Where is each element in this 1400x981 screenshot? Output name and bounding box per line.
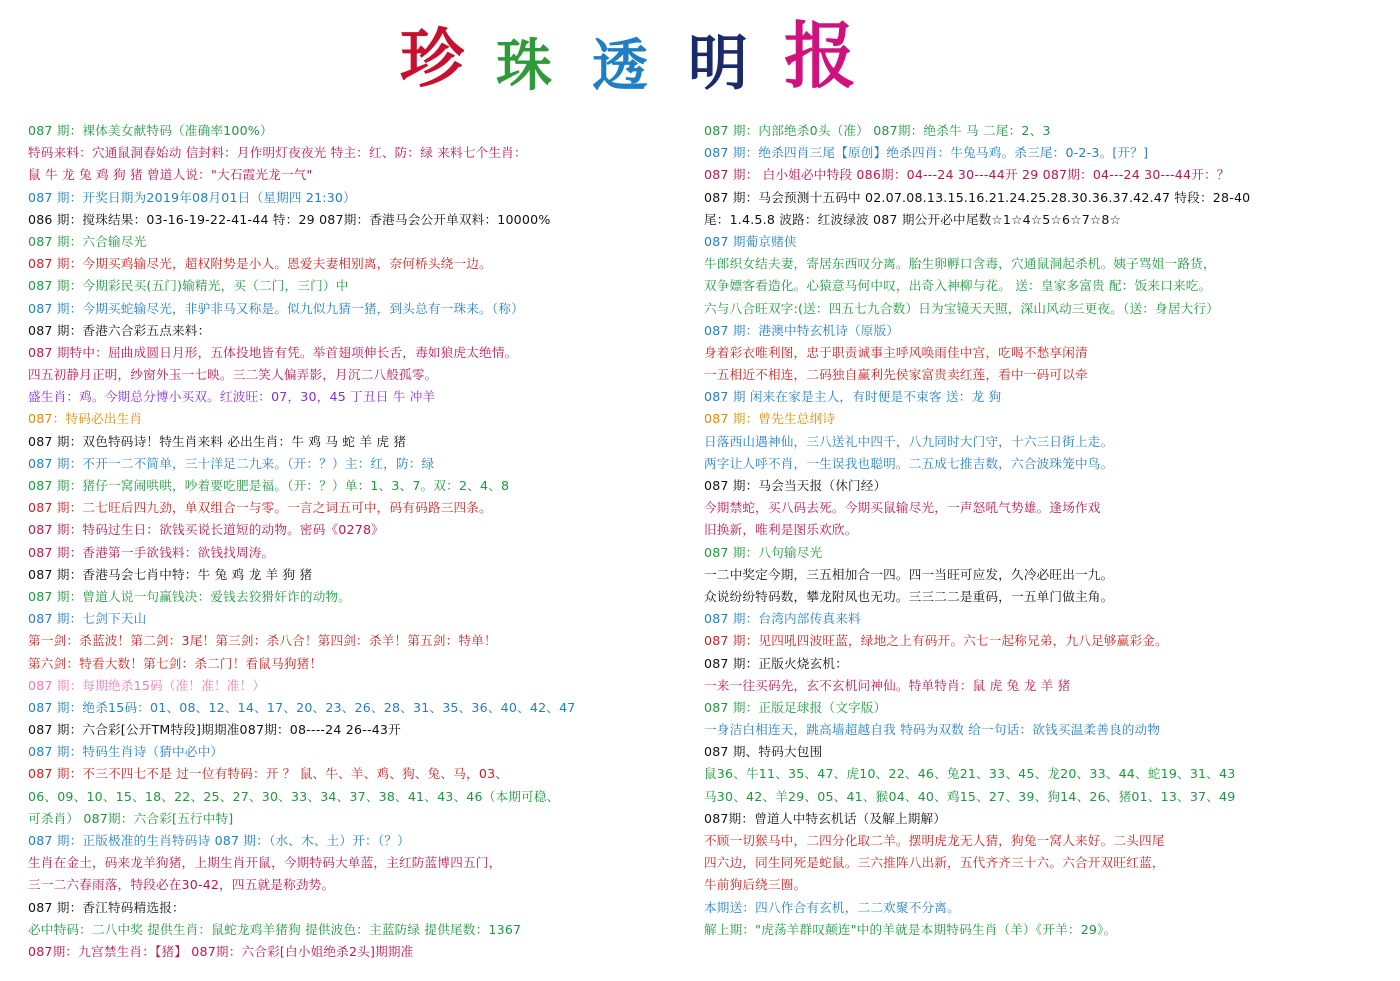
left-column-line: 087 期：不三不四七不是 过一位有特码：开 ？ 鼠、牛、羊、鸡、狗、兔、马，03、 xyxy=(28,766,509,782)
left-column-line: 087 期：不开一二不简单，三十洋足二九来。（开：？）主：红，防：绿 xyxy=(28,455,435,471)
right-column-line: 一二中奖定今期，三五相加合一四。四一当旺可应发，久冷必旺出一九。 xyxy=(704,566,1114,582)
left-column-line: 087 期：猪仔一窝闹哄哄，吵着要吃肥是福。（开：？）单：1、3、7。双：2、4、8 xyxy=(28,478,510,493)
left-column-line: 第六剑：特看大数！第七剑：杀二门！看鼠马狗猪！ xyxy=(28,655,323,671)
left-column-line: 087 期：双色特码诗！特生肖来料 必出生肖：牛 鸡 马 蛇 羊 虎 猪 xyxy=(28,433,407,449)
left-column xyxy=(28,120,678,963)
masthead-char-4: 明 xyxy=(688,29,748,99)
right-column-line: 本期送：四八作合有玄机，二二欢聚不分离。 xyxy=(704,899,960,915)
masthead-char-5: 报 xyxy=(784,13,857,98)
right-column-line: 马30、42、羊29、05、41、猴04、40、鸡15、27、39、狗14、26、猪01、13、37、49 xyxy=(704,788,1236,804)
left-column-line: 087 期：特码过生日：欲钱买说长道短的动物。密码《0278》 xyxy=(28,522,384,538)
right-column-line: 087 期：内部绝杀0头（准） 087期：绝杀牛 马 二尾：2、3 xyxy=(704,123,1051,138)
left-column-line: 087 期：曾道人说一句赢钱决：爱钱去狡猾奸诈的动物。 xyxy=(28,588,352,604)
left-column-line: 087 期：每期绝杀15码（准！准！准！） xyxy=(28,677,266,693)
left-column-line: 四五初静月正明，纱窗外玉一七映。三二笑人偏弄影，月沉二八般孤零。 xyxy=(28,367,438,383)
right-column-line: 087期：曾道人中特玄机话（及解上期解） xyxy=(704,810,947,826)
masthead-char-2: 珠 xyxy=(496,33,552,99)
right-column-line: 今期禁蛇，买八码去死。今期买鼠输尽光，一声怒吼气势雄。逢场作戏 xyxy=(704,500,1101,516)
left-column-line: 盛生肖：鸡。今期总分博小买双。红波旺：07，30，45 丁丑日 牛 冲羊 xyxy=(28,389,436,405)
left-column-line: 087 期特中：屈曲成圆日月形，五体投地皆有凭。举首翅项伸长舌，毒如狼虎太绝情。 xyxy=(28,344,518,360)
left-column-line: 06、09、10、15、18、22、25、27、30、33、34、37、38、41、43、46（本期可稳、 xyxy=(28,788,560,804)
right-column-line: 一五相近不相连，二码独自赢利先侯家富贵卖红莲，看中一码可以牵 xyxy=(704,367,1088,383)
left-column-line: 087 期：六合输尽光 xyxy=(28,233,147,249)
right-column-line: 087 期 闲来在家是主人，有时便是不束客 送：龙 狗 xyxy=(704,389,1002,405)
right-column-line: 不顾一切猴马中，二四分化取二羊。摆明虎龙无人猜，狗兔一窝人来好。二头四尾 xyxy=(704,833,1165,848)
right-column xyxy=(704,120,1384,941)
right-column-line: 087 期： 白小姐必中特段 086期：04---24 30---44开 29 087期：04---24 30---44开：？ xyxy=(704,167,1230,183)
left-column-line: 第一剑：杀蓝波！第二剑：3尾！第三剑：杀八合！第四剑：杀羊！第五剑：特单！ xyxy=(28,633,497,649)
right-column-line: 旧换新，唯利是图乐欢欣。 xyxy=(704,522,858,538)
left-column-line: 特码来料：穴通鼠洞春始动 信封料：月作明灯夜夜光 特主：红、防：绿 来料七个生肖： xyxy=(28,145,527,161)
left-column-line: 087：特码必出生肖 xyxy=(28,411,143,427)
right-column-line: 牛前狗后绕三圈。 xyxy=(704,877,807,893)
left-column-line: 087 期：香江特码精选报： xyxy=(28,899,185,915)
right-column-line: 087 期：台湾内部传真来料 xyxy=(704,611,861,627)
left-column-line: 087 期：今期买蛇输尽光，非驴非马又称是。似九似九猜一猪，到头总有一珠来。（称） xyxy=(28,300,524,316)
right-column-line: 六与八合旺双字:(送：四五七九合数）日为宝镜天天照，深山风动三更夜。（送：身居大行） xyxy=(704,300,1220,316)
left-column-line: 087 期：今期买鸡输尽光，超权附势是小人。恩爱夫妻相别离，奈何桥头绕一边。 xyxy=(28,256,492,272)
left-column-line: 可杀肖） 087期：六合彩[五行中特] xyxy=(28,810,234,826)
right-column-line: 087 期：港澳中特玄机诗（原版） xyxy=(704,322,900,338)
right-column-line: 087 期葡京赌侠 xyxy=(704,233,797,249)
left-column-line: 087 期：今期彩民买(五门)输精光，买（二门，三门）中 xyxy=(28,278,349,294)
left-column-line: 087 期：香港马会七肖中特：牛 兔 鸡 龙 羊 狗 猪 xyxy=(28,566,313,582)
left-column-line: 087 期：绝杀15码：01、08、12、14、17、20、23、26、28、31、35、36、40、42、47 xyxy=(28,699,576,715)
right-column-line: 087 期：曾先生总纲诗 xyxy=(704,411,836,427)
right-column-line: 087 期：马会当天报（休门经） xyxy=(704,478,887,493)
right-column-line: 双争嫖客看造化。心猿意马何中叹，出奇入神柳与花。 送：皇家多富贵 配：饭来口来吃。 xyxy=(704,278,1212,294)
right-column-line: 牛郎织女结夫妻，寄居东西叹分离。胎生卵孵口含毒，穴通鼠洞起杀机。姨子骂姐一路货， xyxy=(704,256,1216,272)
right-column-line: 四六边，同生同死是蛇鼠。三六推阵八出新，五代齐齐三十六。六合开双旺红蓝， xyxy=(704,855,1165,871)
left-column-line: 087 期：特码生肖诗（猜中必中） xyxy=(28,744,224,760)
right-column-line: 两字让人呼不肖，一生误我也聪明。二五成七推吉数，六合波珠笼中鸟。 xyxy=(704,455,1114,471)
left-column-line: 086 期：搅珠结果：03-16-19-22-41-44 特：29 087期：香港马会公开单双料：10000% xyxy=(28,211,551,227)
left-column-line: 087期：九宫禁生肖：【猪】 087期：六合彩[白小姐绝杀2头]期期准 xyxy=(28,943,414,959)
left-column-line: 087 期：二七旺后四九劲，单双组合一与零。一言之词五可中，码有码路三四条。 xyxy=(28,500,492,516)
left-column-line: 鼠 牛 龙 兔 鸡 狗 猪 曾道人说："大石霞光龙一气" xyxy=(28,167,313,183)
right-column-line: 087 期：马会预测十五码中 02.07.08.13.15.16.21.24.25.28.30.36.37.42.47 特段：28-40 xyxy=(704,189,1251,205)
left-column-line: 生肖在金土，码来龙羊狗猪，上期生肖开鼠，今期特码大单蓝，主红防蓝博四五门， xyxy=(28,855,502,871)
left-column-line: 三一二六春雨落，特段必在30-42，四五就是称劲势。 xyxy=(28,877,335,893)
left-column-line: 087 期：开奖日期为2019年08月01日（星期四 21:30） xyxy=(28,189,356,205)
masthead-char-3: 透 xyxy=(592,33,648,99)
left-column-line: 087 期：香港六合彩五点来料： xyxy=(28,322,211,338)
left-column-line: 087 期：香港第一手欲钱料：欲钱找周涛。 xyxy=(28,544,275,560)
masthead-char-1: 珍 xyxy=(400,22,464,97)
right-column-line: 一来一往买码先，玄不玄机问神仙。特单特肖：鼠 虎 兔 龙 羊 猪 xyxy=(704,677,1071,693)
right-column-line: 身着彩衣唯利图，忠于职责诚事主呼风唤雨佳中宫，吃喝不愁享闲清 xyxy=(704,344,1088,360)
right-column-line: 鼠36、牛11、35、47、虎10、22、46、兔21、33、45、龙20、33、44、蛇19、31、43 xyxy=(704,766,1236,782)
right-column-line: 解上期："虎荡羊群叹颠连"中的羊就是本期特码生肖（羊）《开羊：29》。 xyxy=(704,921,1117,937)
left-column-line: 087 期：七剑下天山 xyxy=(28,611,147,627)
right-column-line: 一身洁白相连天，跳高墙超越自我 特码为双数 给一句话：欲钱买温柔善良的动物 xyxy=(704,722,1161,738)
right-column-line: 087 期：绝杀四肖三尾【原创】绝杀四肖：牛兔马鸡。杀三尾：0-2-3。[开？] xyxy=(704,145,1149,161)
right-column-line: 087 期：正版火烧玄机： xyxy=(704,655,848,671)
right-column-line: 087 期：正版足球报（文字版） xyxy=(704,699,887,715)
left-column-line: 必中特码：二八中奖 提供生肖：鼠蛇龙鸡羊猪狗 提供波色：主蓝防绿 提供尾数：1367 xyxy=(28,921,522,937)
right-column-line: 众说纷纷特码数，攀龙附凤也无功。三三二二是重码，一五单门做主角。 xyxy=(704,588,1114,604)
right-column-line: 087 期、特码大包围 xyxy=(704,744,823,760)
right-column-line: 087 期：见四吼四波旺蓝，绿地之上有码开。六七一起称兄弟，九八足够赢彩金。 xyxy=(704,633,1168,649)
newspaper-masthead xyxy=(0,10,1400,110)
right-column-line: 日落西山遇神仙，三八送礼中四千，八九同时大门守，十六三日街上走。 xyxy=(704,433,1114,449)
left-column-line: 087 期：六合彩[公开TM特段]期期准087期：08----24 26--43开 xyxy=(28,722,401,738)
left-column-line: 087 期：正版极准的生肖特码诗 087 期：（水、木、土）开：（？） xyxy=(28,833,410,848)
right-column-line: 087 期：八句输尽光 xyxy=(704,544,823,560)
right-column-line: 尾：1.4.5.8 波路：红波绿波 087 期公开必中尾数☆1☆4☆5☆6☆7☆8☆ xyxy=(704,211,1122,227)
left-column-line: 087 期：裸体美女献特码（准确率100%） xyxy=(28,123,273,138)
